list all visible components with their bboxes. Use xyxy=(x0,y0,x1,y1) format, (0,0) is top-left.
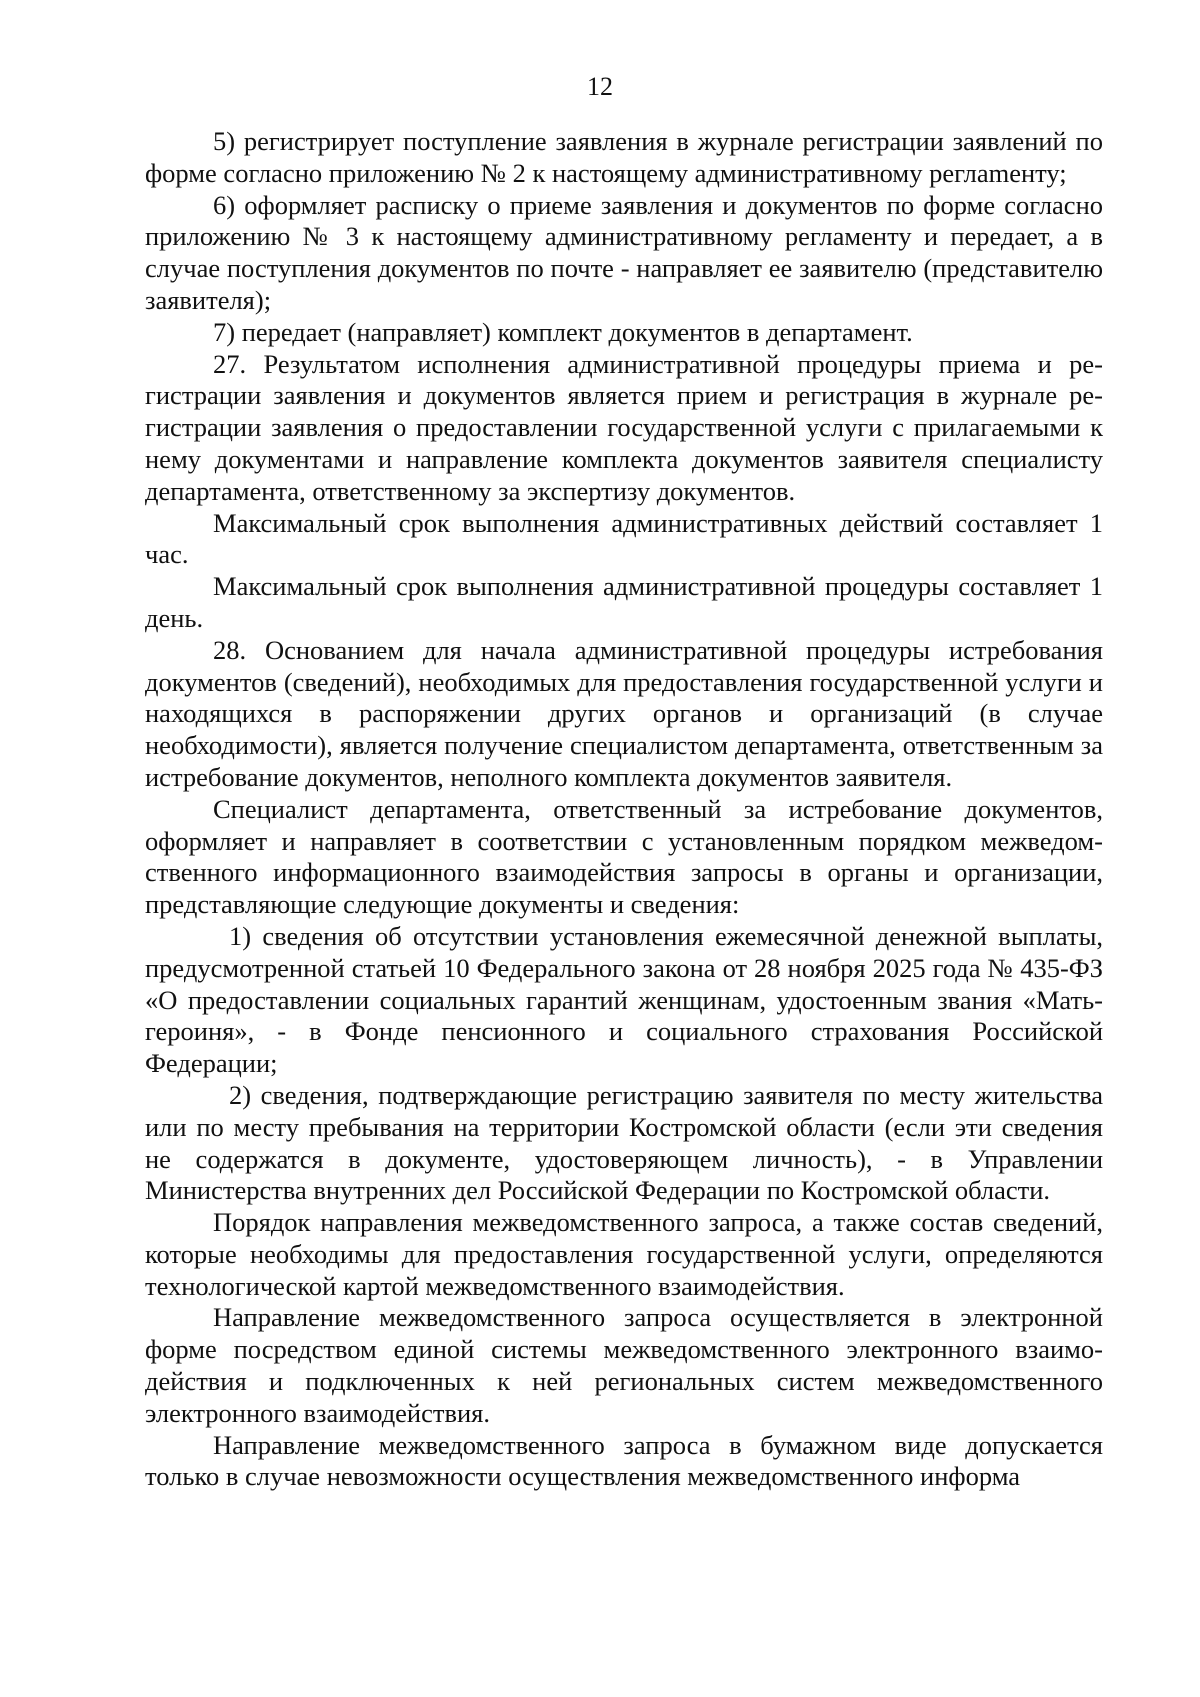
paragraph-clause-27: 27. Результатом исполнения административной процедуры приема и регистрации заявления и документов является прием и регистрация в журнале регистрации заявления о предоставлении государственной услуги с прилагаемыми к нему документами и направление комплекта документов заявителя специалисту департамента, ответственному за экспертизу документов. xyxy=(145,348,1103,506)
paragraph-max-time-actions: Максимальный срок выполнения административных действий составляет 1 час. xyxy=(145,507,1103,570)
paragraph-item-6-receipt: 6) оформляет расписку о приеме заявления и документов по форме согласно приложению № 3 к настоящему административному регламенту и передает, а в случае поступления документов по почте - направляет ее заявителю (представителю заявителя); xyxy=(145,189,1103,315)
page-number: 12 xyxy=(587,72,613,101)
paragraph-specialist: Специалист департамента, ответственный за истребование документов, оформляет и направляет в соответствии с установленным порядком межведомственного информационного взаимодействия запросы в органы и организации, представляющие следующие документы и сведения: xyxy=(145,793,1103,920)
list-item-1-payment-info: 1) сведения об отсутствии установления ежемесячной денежной выплаты, предусмотренной статьей 10 Федерального закона от 28 ноября 2025 года № 435-ФЗ «О предоставлении социальных гарантий женщинам, удостоенным звания «Мать-героиня», - в Фонде пенсионного и социального страхования Российской Федерации; xyxy=(145,920,1103,1079)
list-item-2-registration-info: 2) сведения, подтверждающие регистрацию заявителя по месту жительства или по месту пребывания на территории Костромской области (если эти сведения не содержатся в документе, удостоверяющем личность), - в Управлении Министерства внутренних дел Российской Федерации по Костромской области. xyxy=(145,1079,1103,1206)
paragraph-clause-28: 28. Основанием для начала административной процедуры истребования документов (сведений), необходимых для предоставления государственной услуги и находящихся в распоряжении других органов и организаций (в случае необходимости), является получение специалистом департамента, ответственным за истребование документов, неполного комплекта документов заявителя. xyxy=(145,634,1103,792)
paragraph-paper-request: Направление межведомственного запроса в бумажном виде допускается только в случае невозможности осуществления межведомственного информа xyxy=(145,1429,1103,1492)
document-body xyxy=(145,126,1103,1493)
paragraph-max-time-procedure: Максимальный срок выполнения административной процедуры составляет 1 день. xyxy=(145,571,1103,633)
paragraph-electronic-request: Направление межведомственного запроса осуществляется в электронной форме посредством единой системы межведомственного электронного взаимодействия и подключенных к ней региональных систем межведомственного электронного взаимодействия. xyxy=(145,1302,1103,1428)
paragraph-item-5-register: 5) регистрирует поступление заявления в журнале регистрации заявлений по форме согласно приложению № 2 к настоящему административному реглаmенту; xyxy=(145,126,1103,188)
paragraph-item-7-transfer: 7) передает (направляет) комплект документов в департамент. xyxy=(213,316,913,347)
paragraph-request-procedure: Порядок направления межведомственного запроса, а также состав сведений, которые необходимы для предоставления государственной услуги, определяются технологической картой межведомственного взаимодействия. xyxy=(145,1207,1103,1301)
